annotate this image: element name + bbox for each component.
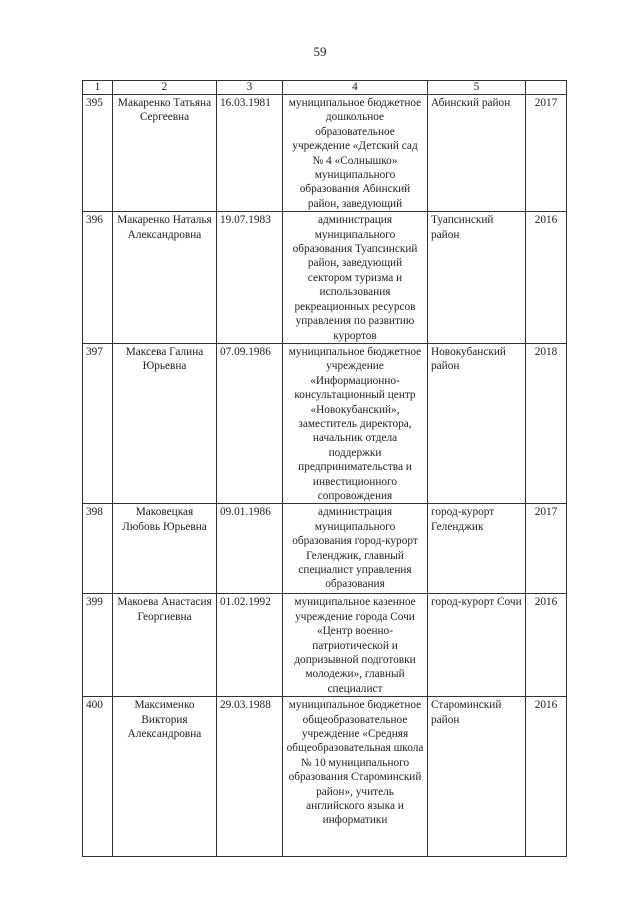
organization-position: муниципальное бюджетное дошкольное образовательное учреждение «Детский сад № 4 «Солнышко» муниципального образования Абинский район, заведующий	[283, 95, 428, 212]
birth-date: 01.02.1992	[217, 594, 283, 697]
row-number: 400	[83, 697, 113, 857]
row-number: 398	[83, 504, 113, 594]
region: Староминский район	[428, 697, 526, 857]
row-number: 399	[83, 594, 113, 697]
organization-position: муниципальное казенное учреждение города Сочи «Центр военно-патриотической и допризывной подготовки молодежи», главный специалист	[283, 594, 428, 697]
region: Абинский район	[428, 95, 526, 212]
birth-date: 16.03.1981	[217, 95, 283, 212]
birth-date: 09.01.1986	[217, 504, 283, 594]
column-header	[526, 81, 567, 95]
birth-date: 29.03.1988	[217, 697, 283, 857]
year: 2016	[526, 697, 567, 857]
table-row	[83, 212, 567, 344]
row-number: 395	[83, 95, 113, 212]
year: 2016	[526, 594, 567, 697]
registry-table	[82, 80, 567, 857]
year: 2018	[526, 343, 567, 503]
header-row	[83, 81, 567, 95]
birth-date: 07.09.1986	[217, 343, 283, 503]
table-row	[83, 343, 567, 503]
region: город-курорт Сочи	[428, 594, 526, 697]
person-name: Маковецкая Любовь Юрьевна	[113, 504, 217, 594]
person-name: Макаренко Наталья Александровна	[113, 212, 217, 344]
organization-position: муниципальное бюджетное общеобразовательное учреждение «Средняя общеобразовательная школа № 10 муниципального образования Староминский район», учитель английского языка и информатики	[283, 697, 428, 857]
column-header: 5	[428, 81, 526, 95]
table-row	[83, 504, 567, 594]
region: Туапсинский район	[428, 212, 526, 344]
table-row	[83, 697, 567, 857]
birth-date: 19.07.1983	[217, 212, 283, 344]
person-name: Максева Галина Юрьевна	[113, 343, 217, 503]
year: 2017	[526, 504, 567, 594]
year: 2016	[526, 212, 567, 344]
column-header: 2	[113, 81, 217, 95]
organization-position: администрация муниципального образования Туапсинский район, заведующий сектором туризма и использования рекреационных ресурсов управления по развитию курортов	[283, 212, 428, 344]
row-number: 396	[83, 212, 113, 344]
year: 2017	[526, 95, 567, 212]
person-name: Макоева Анастасия Георгиевна	[113, 594, 217, 697]
person-name: Макаренко Татьяна Сергеевна	[113, 95, 217, 212]
region: город-курорт Геленджик	[428, 504, 526, 594]
organization-position: муниципальное бюджетное учреждение «Информационно-консультационный центр «Новокубанский», заместитель директора, начальник отдела поддержки предпринимательства и инвестиционного сопровождения	[283, 343, 428, 503]
column-header: 1	[83, 81, 113, 95]
organization-position: администрация муниципального образования город-курорт Геленджик, главный специалист управления образования	[283, 504, 428, 594]
page-number: 59	[313, 44, 327, 59]
table-row	[83, 594, 567, 697]
region: Новокубанский район	[428, 343, 526, 503]
column-header: 3	[217, 81, 283, 95]
row-number: 397	[83, 343, 113, 503]
column-header: 4	[283, 81, 428, 95]
table-row	[83, 95, 567, 212]
person-name: Максименко Виктория Александровна	[113, 697, 217, 857]
